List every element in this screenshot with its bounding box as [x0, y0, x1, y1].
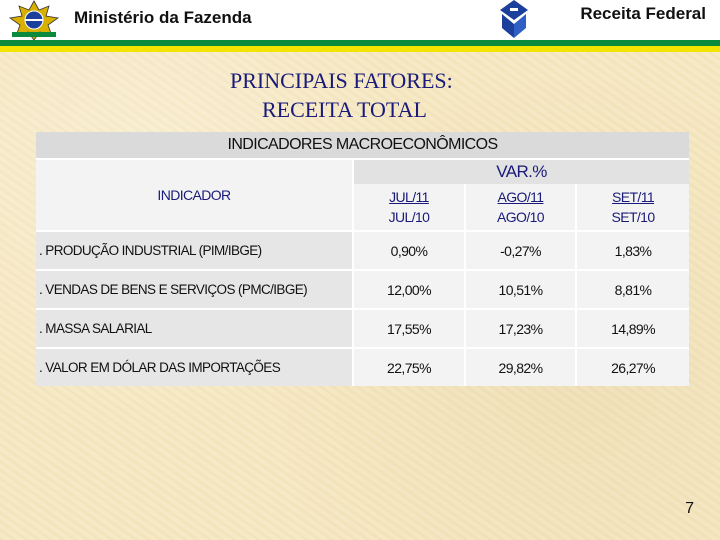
table-row — [36, 270, 689, 309]
row-value: 0,90% — [353, 231, 465, 270]
period-header — [465, 184, 576, 231]
ministry-name: Ministério da Fazenda — [74, 8, 252, 27]
indicators-table — [36, 132, 689, 382]
row-value: 17,55% — [353, 309, 465, 348]
row-value: 8,81% — [576, 270, 689, 309]
period-bottom: AGO/10 — [497, 209, 544, 225]
row-value: 29,82% — [465, 348, 576, 386]
table-heading: INDICADORES MACROECONÔMICOS — [36, 132, 689, 159]
period-top: AGO/11 — [497, 189, 544, 205]
agency-name: Receita Federal — [580, 4, 706, 23]
var-header: VAR.% — [353, 159, 689, 184]
row-value: 17,23% — [465, 309, 576, 348]
period-top: SET/11 — [611, 189, 655, 205]
row-value: 14,89% — [576, 309, 689, 348]
slide-title — [0, 66, 720, 124]
row-value: 26,27% — [576, 348, 689, 386]
brazil-coat-of-arms-icon — [6, 0, 62, 40]
indicator-header: INDICADOR — [36, 159, 353, 231]
row-label: . MASSA SALARIAL — [36, 309, 353, 348]
period-top: JUL/11 — [389, 189, 429, 205]
row-value: 10,51% — [465, 270, 576, 309]
row-label: . VALOR EM DÓLAR DAS IMPORTAÇÕES — [36, 348, 353, 386]
row-value: 12,00% — [353, 270, 465, 309]
table-row — [36, 231, 689, 270]
header-bar — [0, 0, 720, 44]
row-label: . VENDAS DE BENS E SERVIÇOS (PMC/IBGE) — [36, 270, 353, 309]
row-value: 22,75% — [353, 348, 465, 386]
period-header — [353, 184, 465, 231]
row-value: -0,27% — [465, 231, 576, 270]
page-number: 7 — [685, 500, 694, 517]
table-row — [36, 309, 689, 348]
receita-federal-logo-icon — [488, 0, 540, 40]
period-bottom: SET/10 — [611, 209, 655, 225]
row-value: 1,83% — [576, 231, 689, 270]
row-label: . PRODUÇÃO INDUSTRIAL (PIM/IBGE) — [36, 231, 353, 270]
title-line-1: PRINCIPAIS FATORES: — [230, 68, 453, 93]
table-row — [36, 348, 689, 386]
yellow-stripe — [0, 46, 720, 52]
period-header — [576, 184, 689, 231]
period-bottom: JUL/10 — [388, 209, 430, 225]
title-line-2: RECEITA TOTAL — [262, 97, 427, 122]
